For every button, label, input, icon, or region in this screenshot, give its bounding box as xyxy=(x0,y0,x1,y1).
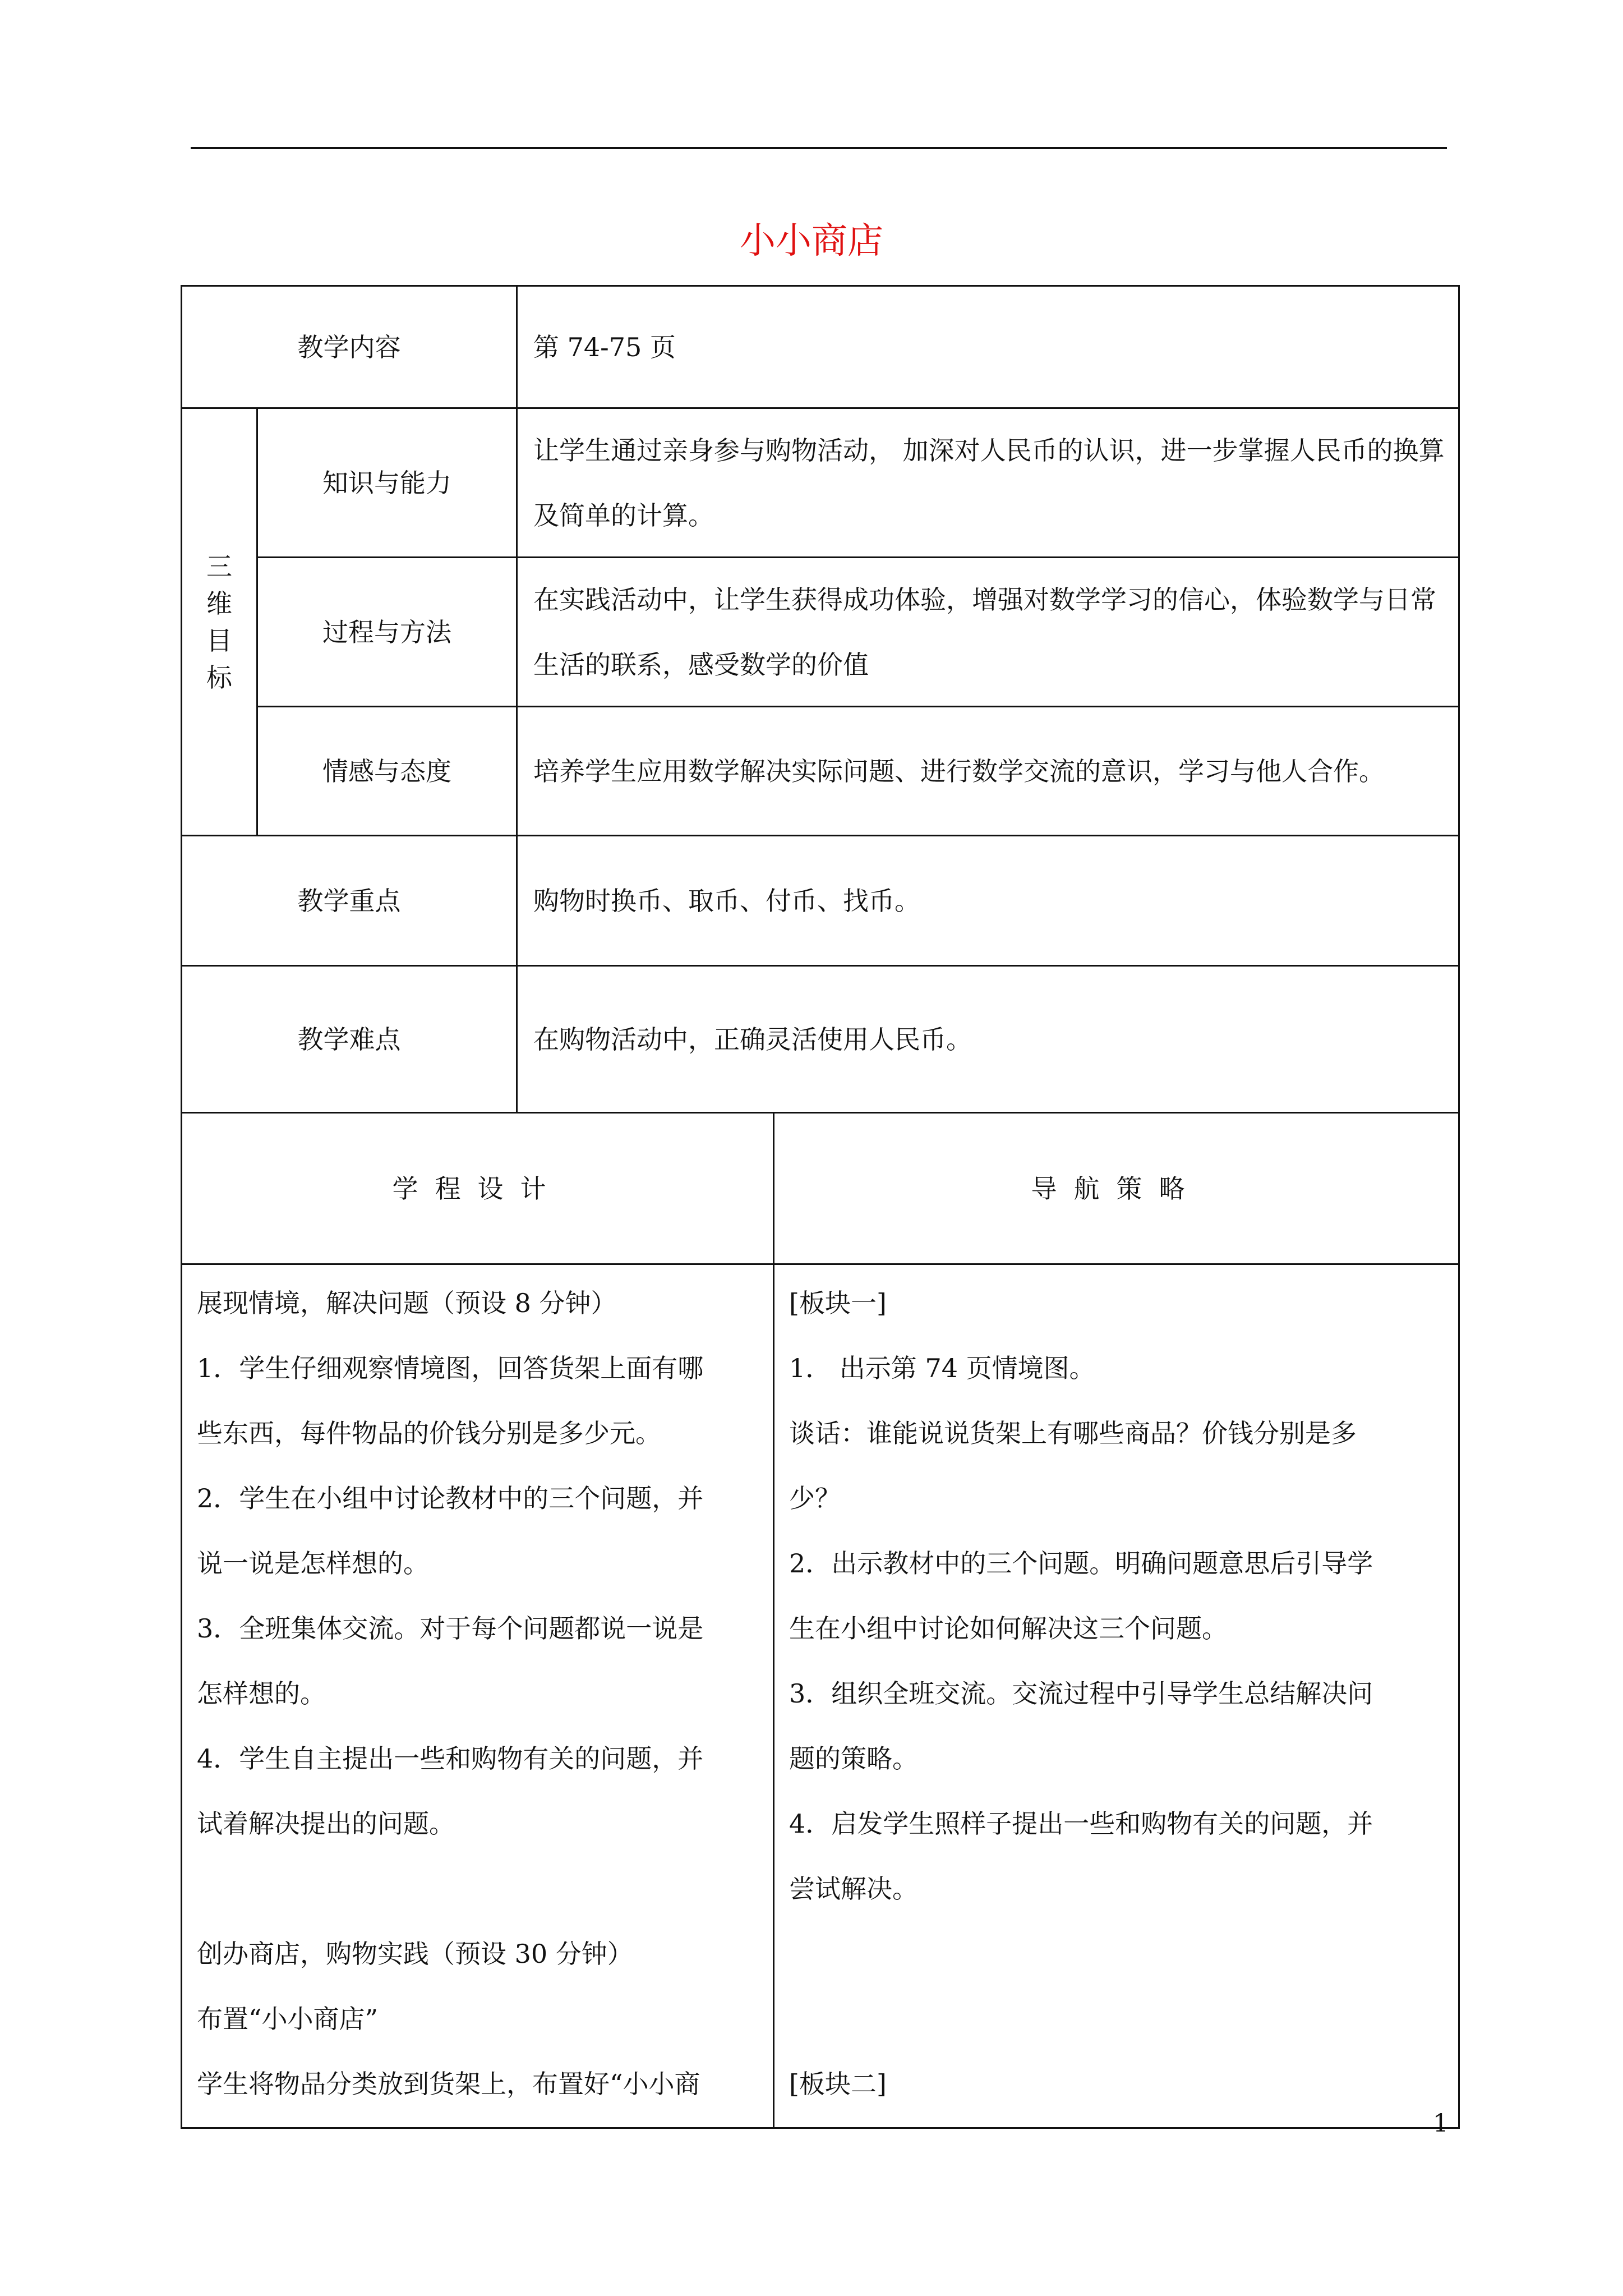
difficulty-text: 在购物活动中，正确灵活使用人民币。 xyxy=(517,966,1459,1113)
goal-label-process: 过程与方法 xyxy=(257,558,517,707)
left-line: 怎样想的。 xyxy=(197,1678,326,1709)
goal-text-emotion: 培养学生应用数学解决实际问题、进行数学交流的意识，学习与他人合作。 xyxy=(517,707,1459,836)
right-line: 尝试解决。 xyxy=(789,1874,918,1904)
row-goal-knowledge xyxy=(182,408,1459,558)
left-line: 3．全班集体交流。对于每个问题都说一说是 xyxy=(197,1613,704,1644)
left-line: 创办商店，购物实践（预设 30 分钟） xyxy=(197,1939,633,1969)
goal-text-knowledge: 让学生通过亲身参与购物活动， 加深对人民币的认识，进一步掌握人民币的换算及简单的计算。 xyxy=(517,408,1459,558)
right-line: 题的策略。 xyxy=(789,1743,918,1774)
key-point-text: 购物时换币、取币、付币、找币。 xyxy=(517,836,1459,966)
goal-label-emotion: 情感与态度 xyxy=(257,707,517,836)
left-line: 2．学生在小组中讨论教材中的三个问题，并 xyxy=(197,1483,704,1513)
key-point-label: 教学重点 xyxy=(182,836,517,966)
difficulty-label: 教学难点 xyxy=(182,966,517,1113)
row-design-header xyxy=(182,1113,1459,1264)
row-content xyxy=(182,286,1459,408)
left-line: 4．学生自主提出一些和购物有关的问题，并 xyxy=(197,1743,704,1774)
right-gap xyxy=(789,1986,1447,2051)
left-line: 说一说是怎样想的。 xyxy=(197,1548,429,1579)
right-line: [板块二] xyxy=(789,2069,887,2099)
right-line: 3．组织全班交流。交流过程中引导学生总结解决问 xyxy=(789,1678,1373,1709)
goals-label: 三 维 目 标 xyxy=(182,408,257,836)
goal-label-knowledge: 知识与能力 xyxy=(257,408,517,558)
row-design-body xyxy=(182,1264,1459,2128)
left-line: 些东西，每件物品的价钱分别是多少元。 xyxy=(197,1418,661,1448)
left-line: 学生将物品分类放到货架上，布置好“小小商 xyxy=(197,2069,700,2099)
row-goal-emotion xyxy=(182,707,1459,836)
goal-text-process: 在实践活动中，让学生获得成功体验，增强对数学学习的信心，体验数学与日常生活的联系，感受数学的价值 xyxy=(517,558,1459,707)
lesson-table xyxy=(181,285,1460,2129)
content-label: 教学内容 xyxy=(182,286,517,408)
row-key-point xyxy=(182,836,1459,966)
right-line: 少？ xyxy=(789,1483,841,1513)
content-value: 第 74-75 页 xyxy=(517,286,1459,408)
right-gap xyxy=(789,1921,1447,1986)
page-number: 1 xyxy=(1433,2109,1449,2138)
right-line: 4．启发学生照样子提出一些和购物有关的问题，并 xyxy=(789,1809,1373,1839)
left-line: 1．学生仔细观察情境图，回答货架上面有哪 xyxy=(197,1353,704,1383)
left-column xyxy=(182,1264,774,2128)
left-gap xyxy=(197,1856,762,1921)
right-line: 1． 出示第 74 页情境图。 xyxy=(789,1353,1095,1383)
row-goal-process xyxy=(182,558,1459,707)
left-line: 展现情境，解决问题（预设 8 分钟） xyxy=(197,1288,617,1318)
right-line: 2．出示教材中的三个问题。明确问题意思后引导学 xyxy=(789,1548,1373,1579)
row-difficulty xyxy=(182,966,1459,1113)
left-line: 布置“小小商店” xyxy=(197,2004,379,2034)
left-header: 学程设计 xyxy=(182,1113,774,1264)
right-column xyxy=(774,1264,1459,2128)
page-title: 小小商店 xyxy=(740,220,883,262)
header-rule xyxy=(191,147,1447,149)
right-line: 生在小组中讨论如何解决这三个问题。 xyxy=(789,1613,1228,1644)
right-header: 导航策略 xyxy=(774,1113,1459,1264)
right-line: [板块一] xyxy=(789,1288,887,1318)
left-line: 试着解决提出的问题。 xyxy=(197,1809,455,1839)
right-line: 谈话：谁能说说货架上有哪些商品？价钱分别是多 xyxy=(789,1418,1357,1448)
